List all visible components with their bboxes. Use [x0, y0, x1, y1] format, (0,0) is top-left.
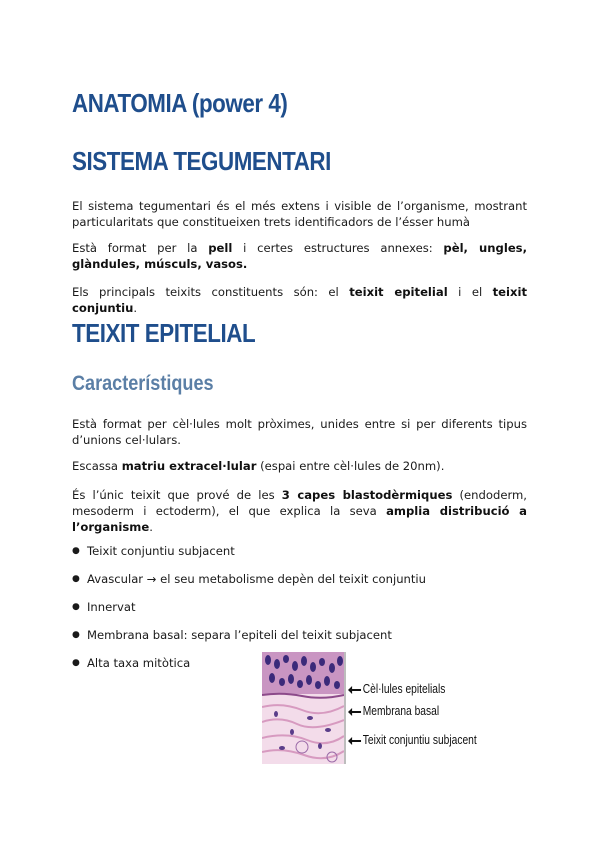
paragraph-origin: [72, 487, 527, 535]
paragraph-composition: [72, 240, 527, 272]
figure-label-text: Membrana basal: [362, 704, 440, 718]
list-item: ● Innervat: [72, 599, 532, 627]
document-title: ANATOMIA (power 4): [72, 88, 288, 118]
text-run: i certes estructures annexes:: [232, 241, 444, 255]
arrow-left-icon: [348, 708, 361, 716]
text-run: Els principals teixits constituents són: el: [72, 285, 350, 299]
list-item: ● Avascular → el seu metabolisme depèn del teixit conjuntiu: [72, 571, 532, 599]
bold-term-annexes: pèl, ungles, glàndules, músculs, vasos.: [72, 241, 527, 271]
subheading-caracteristiques: Característiques: [72, 372, 214, 395]
bold-term-teixit-conjuntiu: teixit conjuntiu: [72, 285, 527, 315]
figure-label-text: Cèl·lules epitelials: [362, 682, 446, 696]
bold-term-teixit-epitelial: teixit epitelial: [349, 285, 448, 299]
figure-label-epithelial-cells: [348, 682, 445, 696]
paragraph-intro: El sistema tegumentari és el més extens i visible de l’organisme, mostrant particularitats que constitueixen trets identificadors de l’ésser humà: [72, 199, 527, 229]
text-run: Escassa: [72, 459, 122, 473]
arrow-left-icon: [348, 686, 361, 694]
figure-label-text: Teixit conjuntiu subjacent: [362, 733, 477, 747]
text-run: (endoderm, mesoderm i ectoderm), el que explica la seva: [72, 488, 527, 518]
text-run: .: [133, 301, 138, 315]
bold-term-matriu: matriu extracel·lular: [121, 459, 257, 473]
figure-divider: [344, 652, 346, 764]
bold-term-distribucio: amplia distribució a l’organisme: [72, 504, 527, 534]
list-item: ● Teixit conjuntiu subjacent: [72, 543, 532, 571]
text-run: i el: [447, 285, 493, 299]
figure-label-connective-tissue: [348, 733, 477, 747]
section-heading-teixit-epitelial: TEIXIT EPITELIAL: [72, 318, 256, 348]
bold-term-capes: 3 capes blastodèrmiques: [281, 488, 453, 502]
text-run: (espai entre cèl·lules de 20nm).: [256, 459, 445, 473]
figure-label-basal-membrane: [348, 704, 439, 718]
histology-image: [262, 652, 344, 764]
epithelium-figure: [262, 652, 522, 764]
paragraph-cells: Està format per cèl·lules molt pròximes, unides entre si per diferents tipus d’unions cel·lulars.: [72, 417, 527, 447]
section-heading-sistema-tegumentari: SISTEMA TEGUMENTARI: [72, 146, 331, 176]
text-run: Està format per la: [72, 241, 209, 255]
list-item: ● Alta taxa mitòtica: [72, 655, 532, 683]
arrow-left-icon: [348, 737, 361, 745]
text-run: És l’únic teixit que prové de les: [72, 488, 282, 502]
list-item: ● Membrana basal: separa l’epiteli del teixit subjacent: [72, 627, 532, 655]
bold-term-pell: pell: [208, 241, 233, 255]
paragraph-matrix: [72, 458, 527, 474]
paragraph-tissues: [72, 284, 527, 316]
text-run: .: [149, 520, 153, 534]
